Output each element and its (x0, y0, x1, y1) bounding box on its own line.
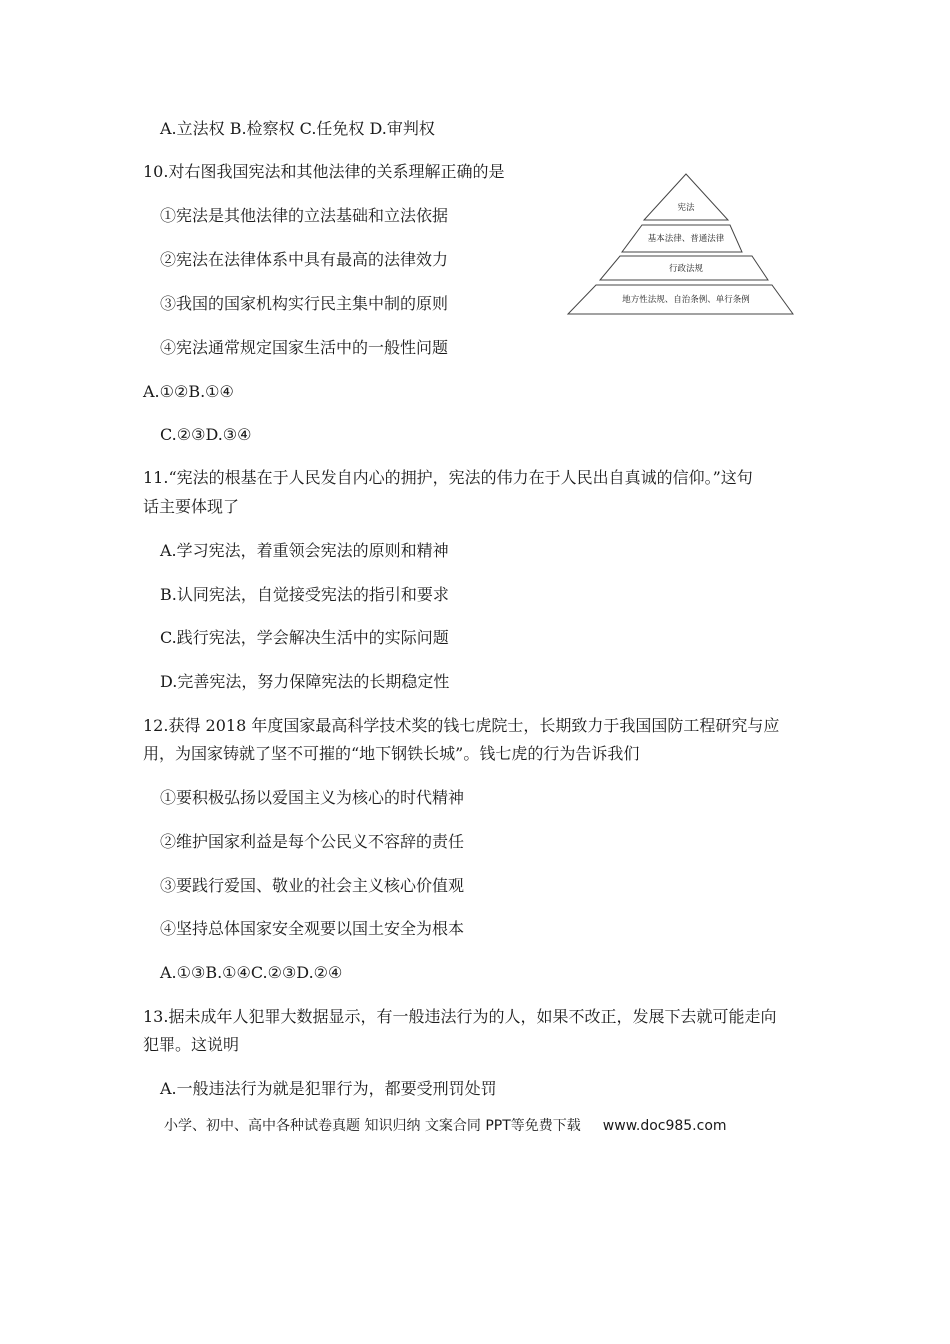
footer-text: 小学、初中、高中各种试卷真题 知识归纳 文案合同 PPT等免费下载 (164, 1118, 581, 1134)
q11-stem-line-2: 话主要体现了 (143, 497, 240, 516)
q11-option-b: B.认同宪法，自觉接受宪法的指引和要求 (160, 585, 449, 604)
law-hierarchy-pyramid (560, 168, 800, 320)
q10-item-1: ①宪法是其他法律的立法基础和立法依据 (160, 206, 449, 225)
q12-options: A.①③B.①④C.②③D.②④ (160, 963, 343, 982)
pyramid-level-4-label: 地方性法规、自治条例、单行条例 (622, 295, 750, 305)
q13-option-a: A.一般违法行为就是犯罪行为，都要受刑罚处罚 (160, 1079, 497, 1098)
q10-options-ab: A.①②B.①④ (143, 382, 234, 401)
q11-option-c: C.践行宪法，学会解决生活中的实际问题 (160, 628, 449, 647)
q12-item-3: ③要践行爱国、敬业的社会主义核心价值观 (160, 876, 465, 895)
q11-option-a: A.学习宪法，着重领会宪法的原则和精神 (160, 541, 449, 560)
pyramid-level-3-label: 行政法规 (668, 264, 704, 274)
q10-options-cd: C.②③D.③④ (160, 425, 252, 444)
footer-url: www.doc985.com (602, 1118, 727, 1134)
q11-stem-line-1: 11.“宪法的根基在于人民发自内心的拥护，宪法的伟力在于人民出自真诚的信仰。”这句 (143, 468, 753, 487)
q9-options: A.立法权 B.检察权 C.任免权 D.审判权 (160, 119, 435, 138)
pyramid-level-1-shape (644, 174, 728, 220)
q10-item-2: ②宪法在法律体系中具有最高的法律效力 (160, 250, 449, 269)
pyramid-level-2-label: 基本法律、普通法律 (647, 234, 725, 244)
q10-stem: 10.对右图我国宪法和其他法律的关系理解正确的是 (143, 162, 505, 181)
q13-stem-line-2: 犯罪。这说明 (143, 1035, 240, 1054)
q12-item-2: ②维护国家利益是每个公民义不容辞的责任 (160, 832, 465, 851)
q11-option-d: D.完善宪法，努力保障宪法的长期稳定性 (160, 672, 450, 691)
pyramid-level-1-label: 宪法 (677, 203, 695, 213)
page-footer (164, 1116, 727, 1136)
q12-item-1: ①要积极弘扬以爱国主义为核心的时代精神 (160, 788, 465, 807)
q13-stem-line-1: 13.据未成年人犯罪大数据显示，有一般违法行为的人，如果不改正，发展下去就可能走向 (143, 1007, 777, 1026)
q12-stem-line-2: 用，为国家铸就了坚不可摧的“地下钢铁长城”。钱七虎的行为告诉我们 (143, 744, 640, 763)
q10-item-4: ④宪法通常规定国家生活中的一般性问题 (160, 338, 449, 357)
q12-item-4: ④坚持总体国家安全观要以国土安全为根本 (160, 919, 465, 938)
q10-item-3: ③我国的国家机构实行民主集中制的原则 (160, 294, 449, 313)
q12-stem-line-1: 12.获得 2018 年度国家最高科学技术奖的钱七虎院士，长期致力于我国国防工程研究与应 (143, 716, 780, 735)
